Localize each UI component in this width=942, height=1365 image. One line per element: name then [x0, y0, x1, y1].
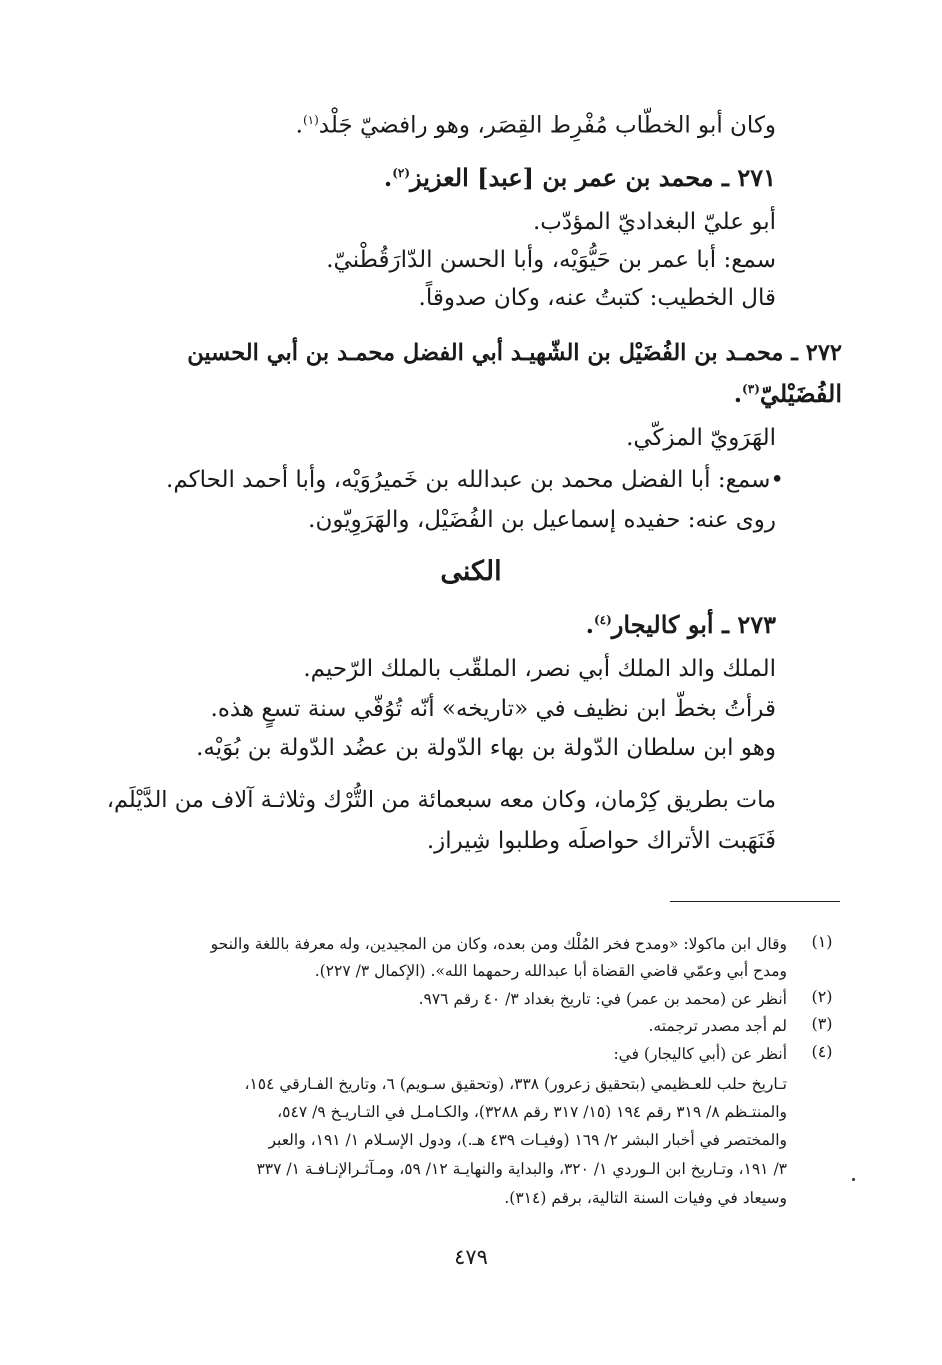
section-title: الكنى [440, 556, 502, 587]
footnote-divider [670, 901, 840, 902]
footnote-4-number: (٤) [811, 1042, 833, 1061]
footnote-4-line-1: أنظر عن (أبي كاليجار) في: [613, 1045, 787, 1063]
footnote-1-line-2: ومدح أبي وعمّي قاضي القضاة أبا عبدالله رحمهما الله». (الإكمال ٣/ ٢٢٧). [314, 962, 787, 980]
footnote-4-line-6: وسيعاد في وفيات السنة التالية، برقم (٣١٤). [504, 1189, 787, 1207]
page-number: ٤٧٩ [454, 1245, 488, 1269]
entry-273-title-end: . [585, 610, 594, 639]
entry-271-line-1: أبو عليّ البغداديّ المؤدّب. [532, 209, 776, 235]
entry-273-title-text: ٢٧٣ ـ أبو كاليجار [611, 610, 776, 639]
footnote-marker-1[interactable]: (١) [302, 113, 319, 127]
entry-272-title-line-2-text: الفُضَيْليّ [759, 379, 842, 408]
entry-273-title [586, 605, 776, 640]
entry-271-line-2: سمع: أبا عمر بن حَيُّوَيْه، وأبا الحسن الدّارَقُطْنيّ. [326, 247, 776, 273]
body-line-1 [296, 105, 776, 141]
body-line-1-text: وكان أبو الخطّاب مُفْرِط القِصَر، وهو رافضيّ جَلْد [318, 112, 776, 139]
footnote-4-line-3: والمنتـظم ٨/ ٣١٩ رقم ١٩٤ (١٥/ ٣١٧ رقم ٣٢٨٨)، والكـامـل في التـاريـخ ٩/ ٥٤٧، [277, 1103, 787, 1121]
footnote-marker-3[interactable]: (٣) [742, 382, 760, 396]
footnote-2-number: (٢) [811, 987, 833, 1006]
entry-273-line-5: فَنَهَبت الأتراك حواصلَه وطلبوا شِيراز. [426, 828, 776, 854]
footnote-marker-4[interactable]: (٤) [593, 613, 612, 627]
entry-271-line-3: قال الخطيب: كتبتُ عنه، وكان صدوقاً. [418, 285, 776, 311]
entry-273-line-4: مات بطريق كِرْمان، وكان معه سبعمائة من التُّرْك وثلاثـة آلاف من الدَّيْلَم، [106, 787, 776, 813]
footnote-1-number: (١) [811, 932, 833, 951]
footnote-3-number: (٣) [811, 1014, 833, 1033]
entry-272-line-2: •سمع: أبا الفضل محمد بن عبدالله بن خَميرُوَيْه، وأبا أحمد الحاكم. [166, 467, 784, 493]
footnote-4-line-2: تـاريخ حلب للعـظيمي (بتحقيق زعرور) ٣٣٨، (وتحقيق سـويم) ٦، وتاريخ الفـارقي ١٥٤، [244, 1075, 787, 1093]
entry-273-line-3: وهو ابن سلطان الدّولة بن بهاء الدّولة بن عضُد الدّولة بن بُوَيْه. [196, 735, 776, 761]
entry-272-title-end: . [733, 379, 743, 408]
entry-272-title-line-1: ٢٧٢ ـ محمـد بن الفُضَيْل بن الشّهيـد أبي الفضل محمـد بن أبي الحسين [187, 340, 842, 366]
entry-271-title-text: ٢٧١ ـ محمد بن عمر بن [عبد] العزيز [410, 163, 776, 192]
footnote-2-line-1: أنظر عن (محمد بن عمر) في: تاريخ بغداد ٣/ ٤٠ رقم ٩٧٦. [418, 990, 787, 1008]
entry-273-line-2: قرأتُ بخطّ ابن نظيف في «تاريخه» أنّه تُوُفّي سنة تسعٍ هذه. [210, 696, 776, 722]
footnote-marker-2[interactable]: (٢) [392, 166, 411, 180]
entry-272-title-line-2 [734, 374, 842, 409]
footnote-4-line-5: ٣/ ١٩١، وتـاريخ ابن الـوردي ١/ ٣٢٠، والبداية والنهايـة ١٢/ ٥٩، ومـآثـرالإنـافـة ١/ ٣٣٧ [256, 1160, 787, 1178]
entry-271-title [384, 158, 776, 193]
entry-273-line-1: الملك والد الملك أبي نصر، الملقّب بالملك الرّحيم. [303, 656, 776, 682]
print-speck [852, 1178, 855, 1181]
entry-271-title-end: . [383, 163, 393, 192]
entry-272-line-3: روى عنه: حفيده إسماعيل بن الفُضَيْل، والهَرَوِيّون. [308, 507, 776, 533]
footnote-1-line-1: وقال ابن ماكولا: «ومدح فخر المُلْك ومن بعده، وكان من المجيدين، وله معرفة باللغة والنحو [210, 935, 787, 953]
footnote-3-line-1: لم أجد مصدر ترجمته. [648, 1017, 787, 1035]
entry-272-line-1: الهَرَويّ المزكّي. [626, 425, 776, 451]
body-line-1-end: . [295, 112, 303, 139]
footnote-4-line-4: والمختصر في أخبار البشر ٢/ ١٦٩ (وفيـات ٤٣٩ هـ.)، ودول الإسـلام ١/ ١٩١، والعبر [268, 1131, 787, 1149]
